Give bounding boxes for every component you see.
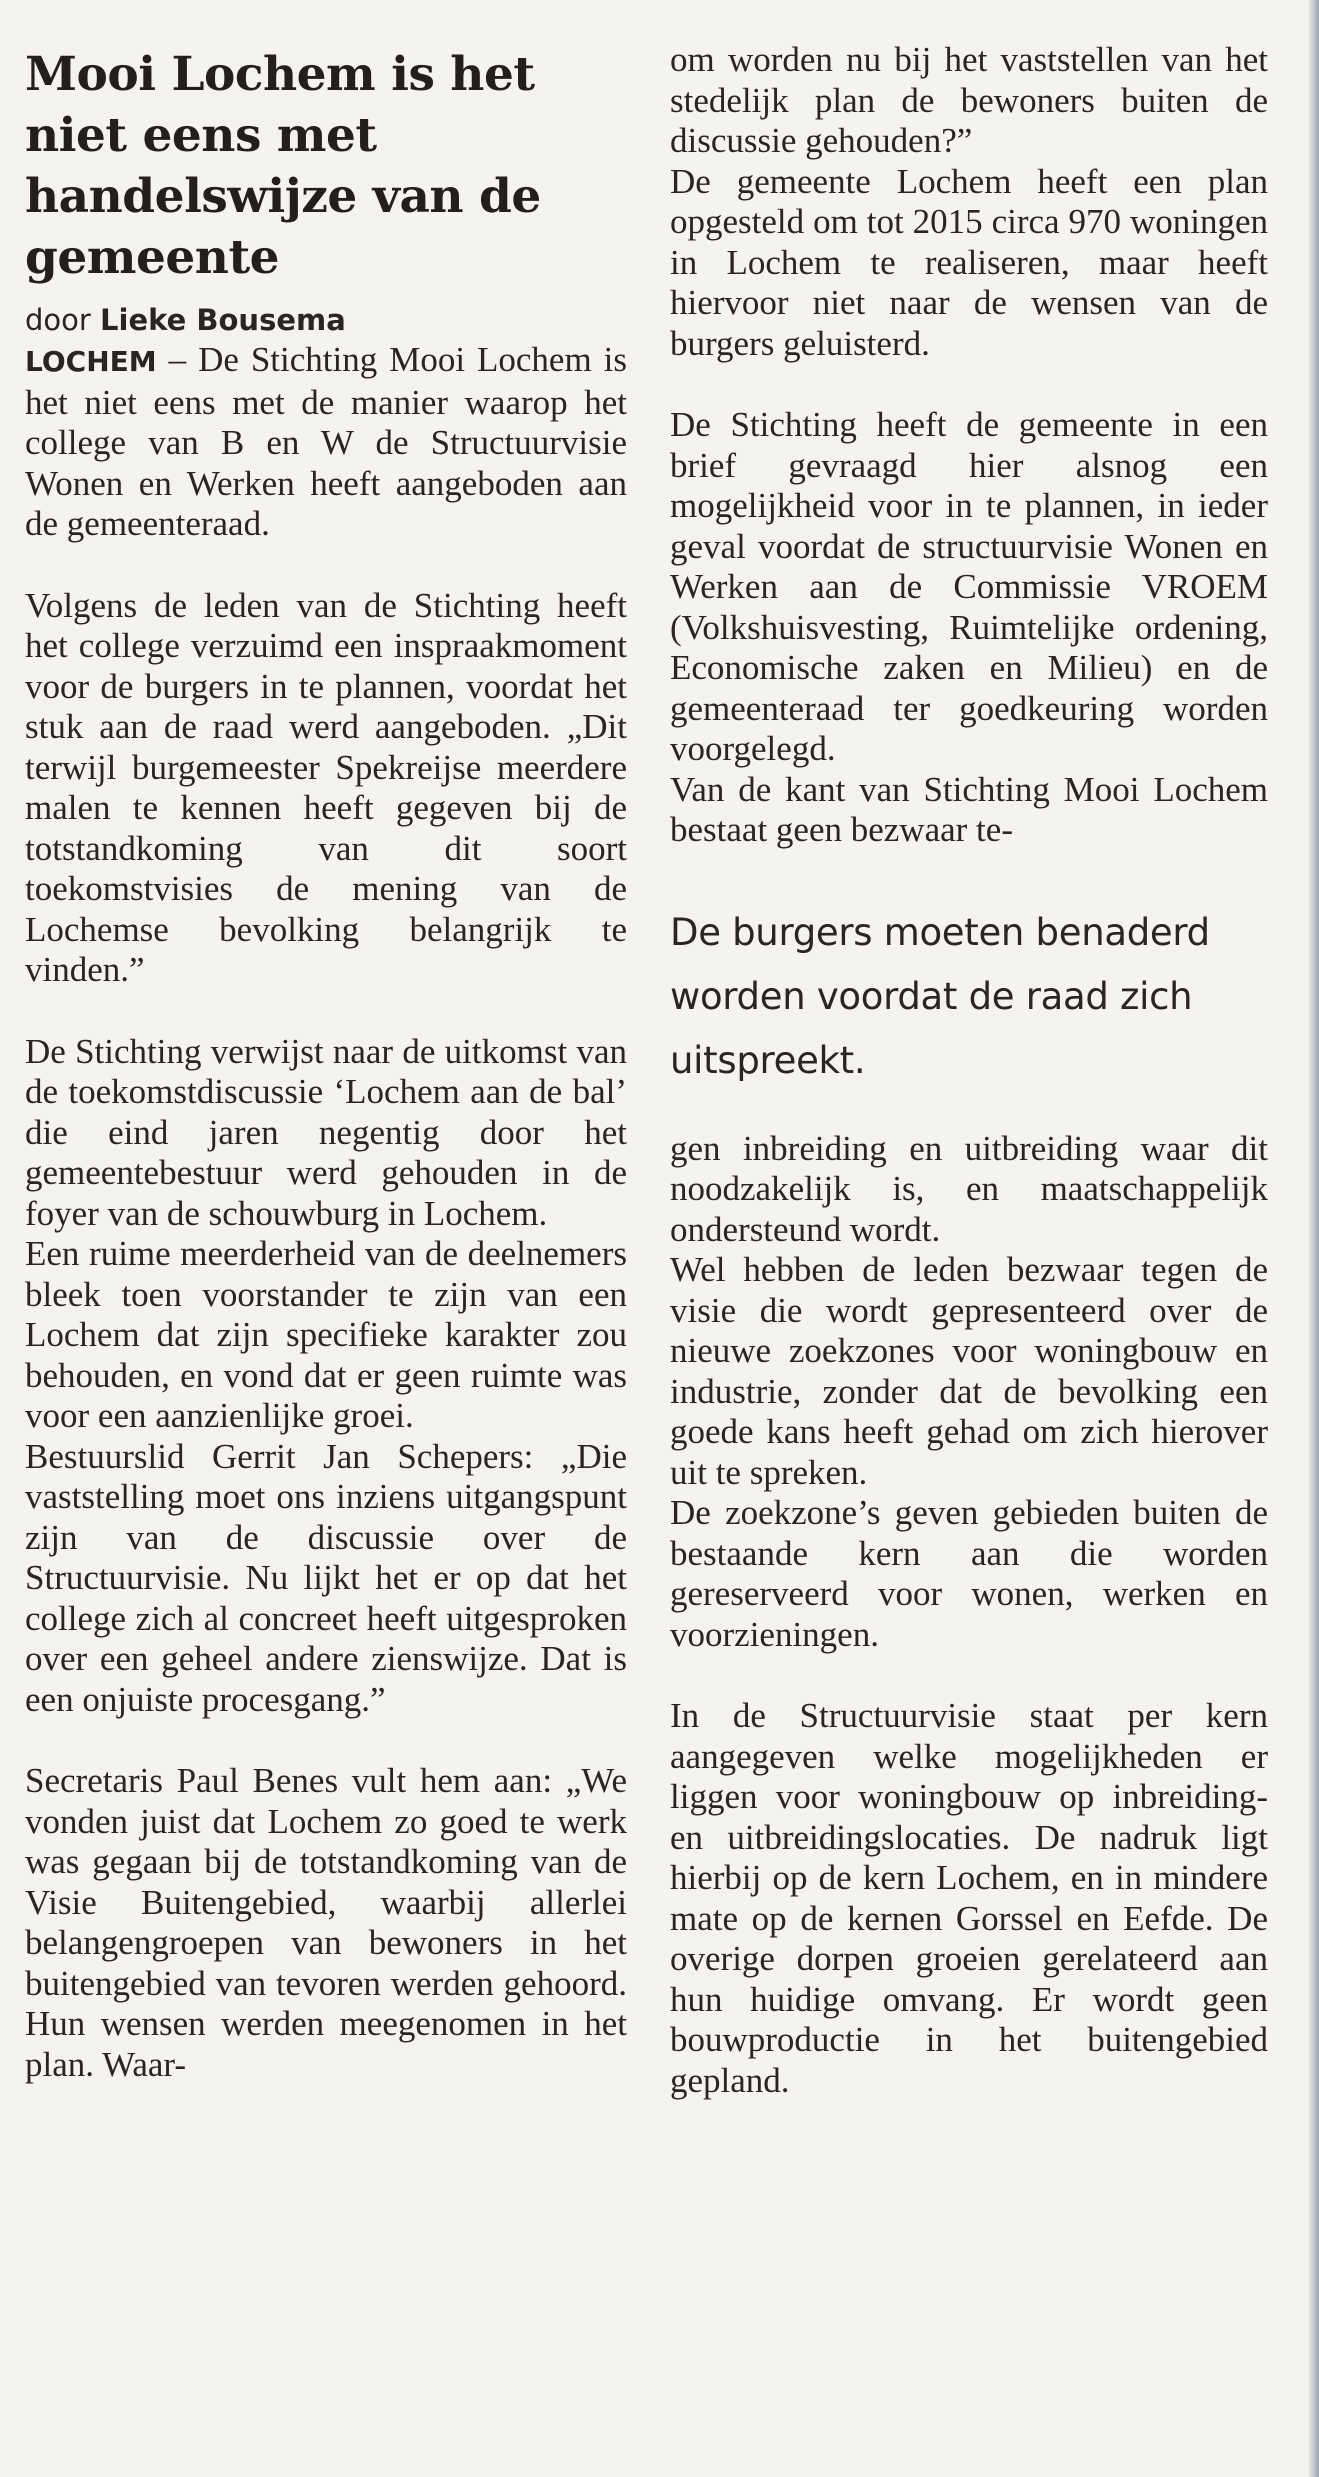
lead-text: De Stichting Mooi Lochem is het niet eens met de manier waarop het college van B en W de Structuurvisie Wonen en Werken heeft aangeboden aan de gemeenteraad. (25, 340, 627, 543)
scan-edge (1309, 0, 1319, 2477)
left-column (25, 0, 627, 2085)
body-paragraph: De zoekzone’s geven gebieden buiten de bestaande kern aan die worden gereserveerd voor wonen, werken en voorzieningen. (670, 1493, 1268, 1654)
dateline: LOCHEM (25, 345, 157, 378)
body-paragraph: In de Structuurvisie staat per kern aangegeven welke mogelijkheden er liggen voor woningbouw op inbreiding- en uitbreidingslocaties. De nadruk ligt hierbij op de kern Lochem, en in mindere mate op de kernen Gorssel en Eefde. De overige dorpen groeien gerelateerd aan hun huidige omvang. Er wordt geen bouwproductie in het buitengebied gepland. (670, 1696, 1268, 2100)
body-paragraph: Een ruime meerderheid van de deelnemers bleek toen voorstander te zijn van een Lochem dat zijn specifieke karakter zou behouden, en vond dat er geen ruimte was voor een aanzienlijke groei. (25, 1234, 627, 1435)
author-name: Lieke Bousema (100, 303, 346, 337)
body-paragraph: De gemeente Lochem heeft een plan opgesteld om tot 2015 circa 970 woningen in Lochem te realiseren, maar heeft hiervoor niet naar de wensen van de burgers geluisterd. (670, 161, 1268, 363)
body-paragraph: De Stichting verwijst naar de uitkomst van de toekomstdiscussie ‘Lochem aan de bal’ die eind jaren negentig door het gemeentebestuur werd gehouden in de foyer van de schouwburg in Lochem. (25, 1031, 627, 1233)
dateline-separator: – (156, 340, 199, 379)
body-paragraph: De Stichting heeft de gemeente in een brief gevraagd hier alsnog een mogelijkheid voor in te plannen, in ieder geval voordat de structuurvisie Wonen en Werken aan de Commissie VROEM (Volkshuisvesting, Ruimtelijke ordening, Economische zaken en Milieu) en de gemeenteraad ter goedkeuring worden voorgelegd. (670, 405, 1268, 768)
byline-prefix: door (25, 303, 101, 337)
body-paragraph: Volgens de leden van de Stichting heeft het college verzuimd een inspraakmoment voor de burgers in te plannen, voordat het stuk aan de raad werd aangeboden. „Dit terwijl burgemeester Spekreijse meerdere malen te kennen heeft gegeven bij de totstandkoming van dit soort toekomstvisies de mening van de Lochemse bevolking belangrijk te vinden.” (25, 585, 627, 989)
lead-paragraph (25, 340, 627, 545)
body-paragraph: om worden nu bij het vaststellen van het stedelijk plan de bewoners buiten de discussie gehouden?” (670, 40, 1268, 160)
pull-quote: De burgers moeten benaderd worden voordat de raad zich uitspreekt. (670, 910, 1210, 1082)
byline (25, 300, 627, 340)
body-paragraph: Secretaris Paul Benes vult hem aan: „We vonden juist dat Lochem zo goed te werk was gegaan bij de totstandkoming van de Visie Buitengebied, waarbij allerlei belangengroepen van bewoners in het buitengebied van tevoren werden gehoord. Hun wensen werden meegenomen in het plan. Waar- (25, 1761, 627, 2084)
headline: Mooi Lochem is het niet eens met handelswijze van de gemeente (25, 47, 541, 285)
right-column (670, 0, 1268, 2101)
body-paragraph: Bestuurslid Gerrit Jan Schepers: „Die vaststelling moet ons inziens uitgangspunt zijn van de discussie over de Structuurvisie. Nu lijkt het er op dat het college zich al concreet heeft uitgesproken over een geheel andere zienswijze. Dat is een onjuiste procesgang.” (25, 1436, 627, 1719)
body-paragraph: gen inbreiding en uitbreiding waar dit noodzakelijk is, en maatschappelijk ondersteund wordt. (670, 1128, 1268, 1249)
body-paragraph: Van de kant van Stichting Mooi Lochem bestaat geen bezwaar te- (670, 769, 1268, 849)
body-paragraph: Wel hebben de leden bezwaar tegen de visie die wordt gepresenteerd over de nieuwe zoekzones voor woningbouw en industrie, zonder dat de bevolking een goede kans heeft gehad om zich hierover uit te spreken. (670, 1250, 1268, 1492)
